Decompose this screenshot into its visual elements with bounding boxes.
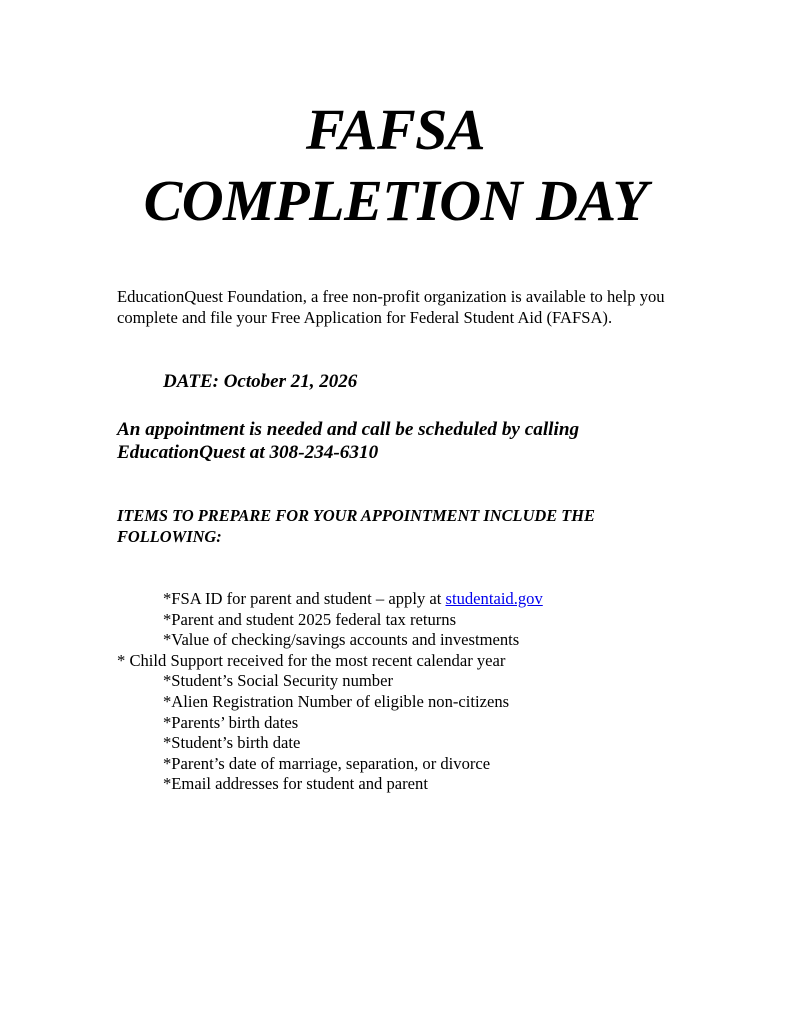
list-item (117, 589, 717, 610)
list-item-text: *FSA ID for parent and student – apply at (163, 589, 446, 608)
list-item: *Alien Registration Number of eligible non-citizens (163, 691, 510, 711)
list-item: *Value of checking/savings accounts and investments (163, 630, 520, 650)
items-heading: ITEMS TO PREPARE FOR YOUR APPOINTMENT INCLUDE THE FOLLOWING: (117, 506, 595, 546)
intro-paragraph: EducationQuest Foundation, a free non-profit organization is available to help you complete and file your Free Application for Federal Student Aid (FAFSA). (117, 287, 665, 327)
studentaid-link[interactable]: studentaid.gov (445, 589, 543, 608)
list-item: * Child Support received for the most recent calendar year (117, 650, 506, 670)
list-item: *Parents’ birth dates (163, 712, 299, 732)
page-title-line-2: COMPLETION DAY (143, 168, 648, 233)
list-item: *Parent and student 2025 federal tax returns (163, 609, 457, 629)
items-list (117, 589, 717, 795)
list-item: *Parent’s date of marriage, separation, or divorce (163, 753, 491, 773)
list-item: *Email addresses for student and parent (163, 774, 428, 794)
event-date: DATE: October 21, 2026 (163, 371, 358, 392)
page-title-line-1: FAFSA (305, 97, 486, 162)
list-item: *Student’s birth date (163, 733, 301, 753)
appointment-notice: An appointment is needed and call be scheduled by calling EducationQuest at 308-234-6310 (117, 419, 580, 463)
list-item: *Student’s Social Security number (163, 671, 393, 691)
